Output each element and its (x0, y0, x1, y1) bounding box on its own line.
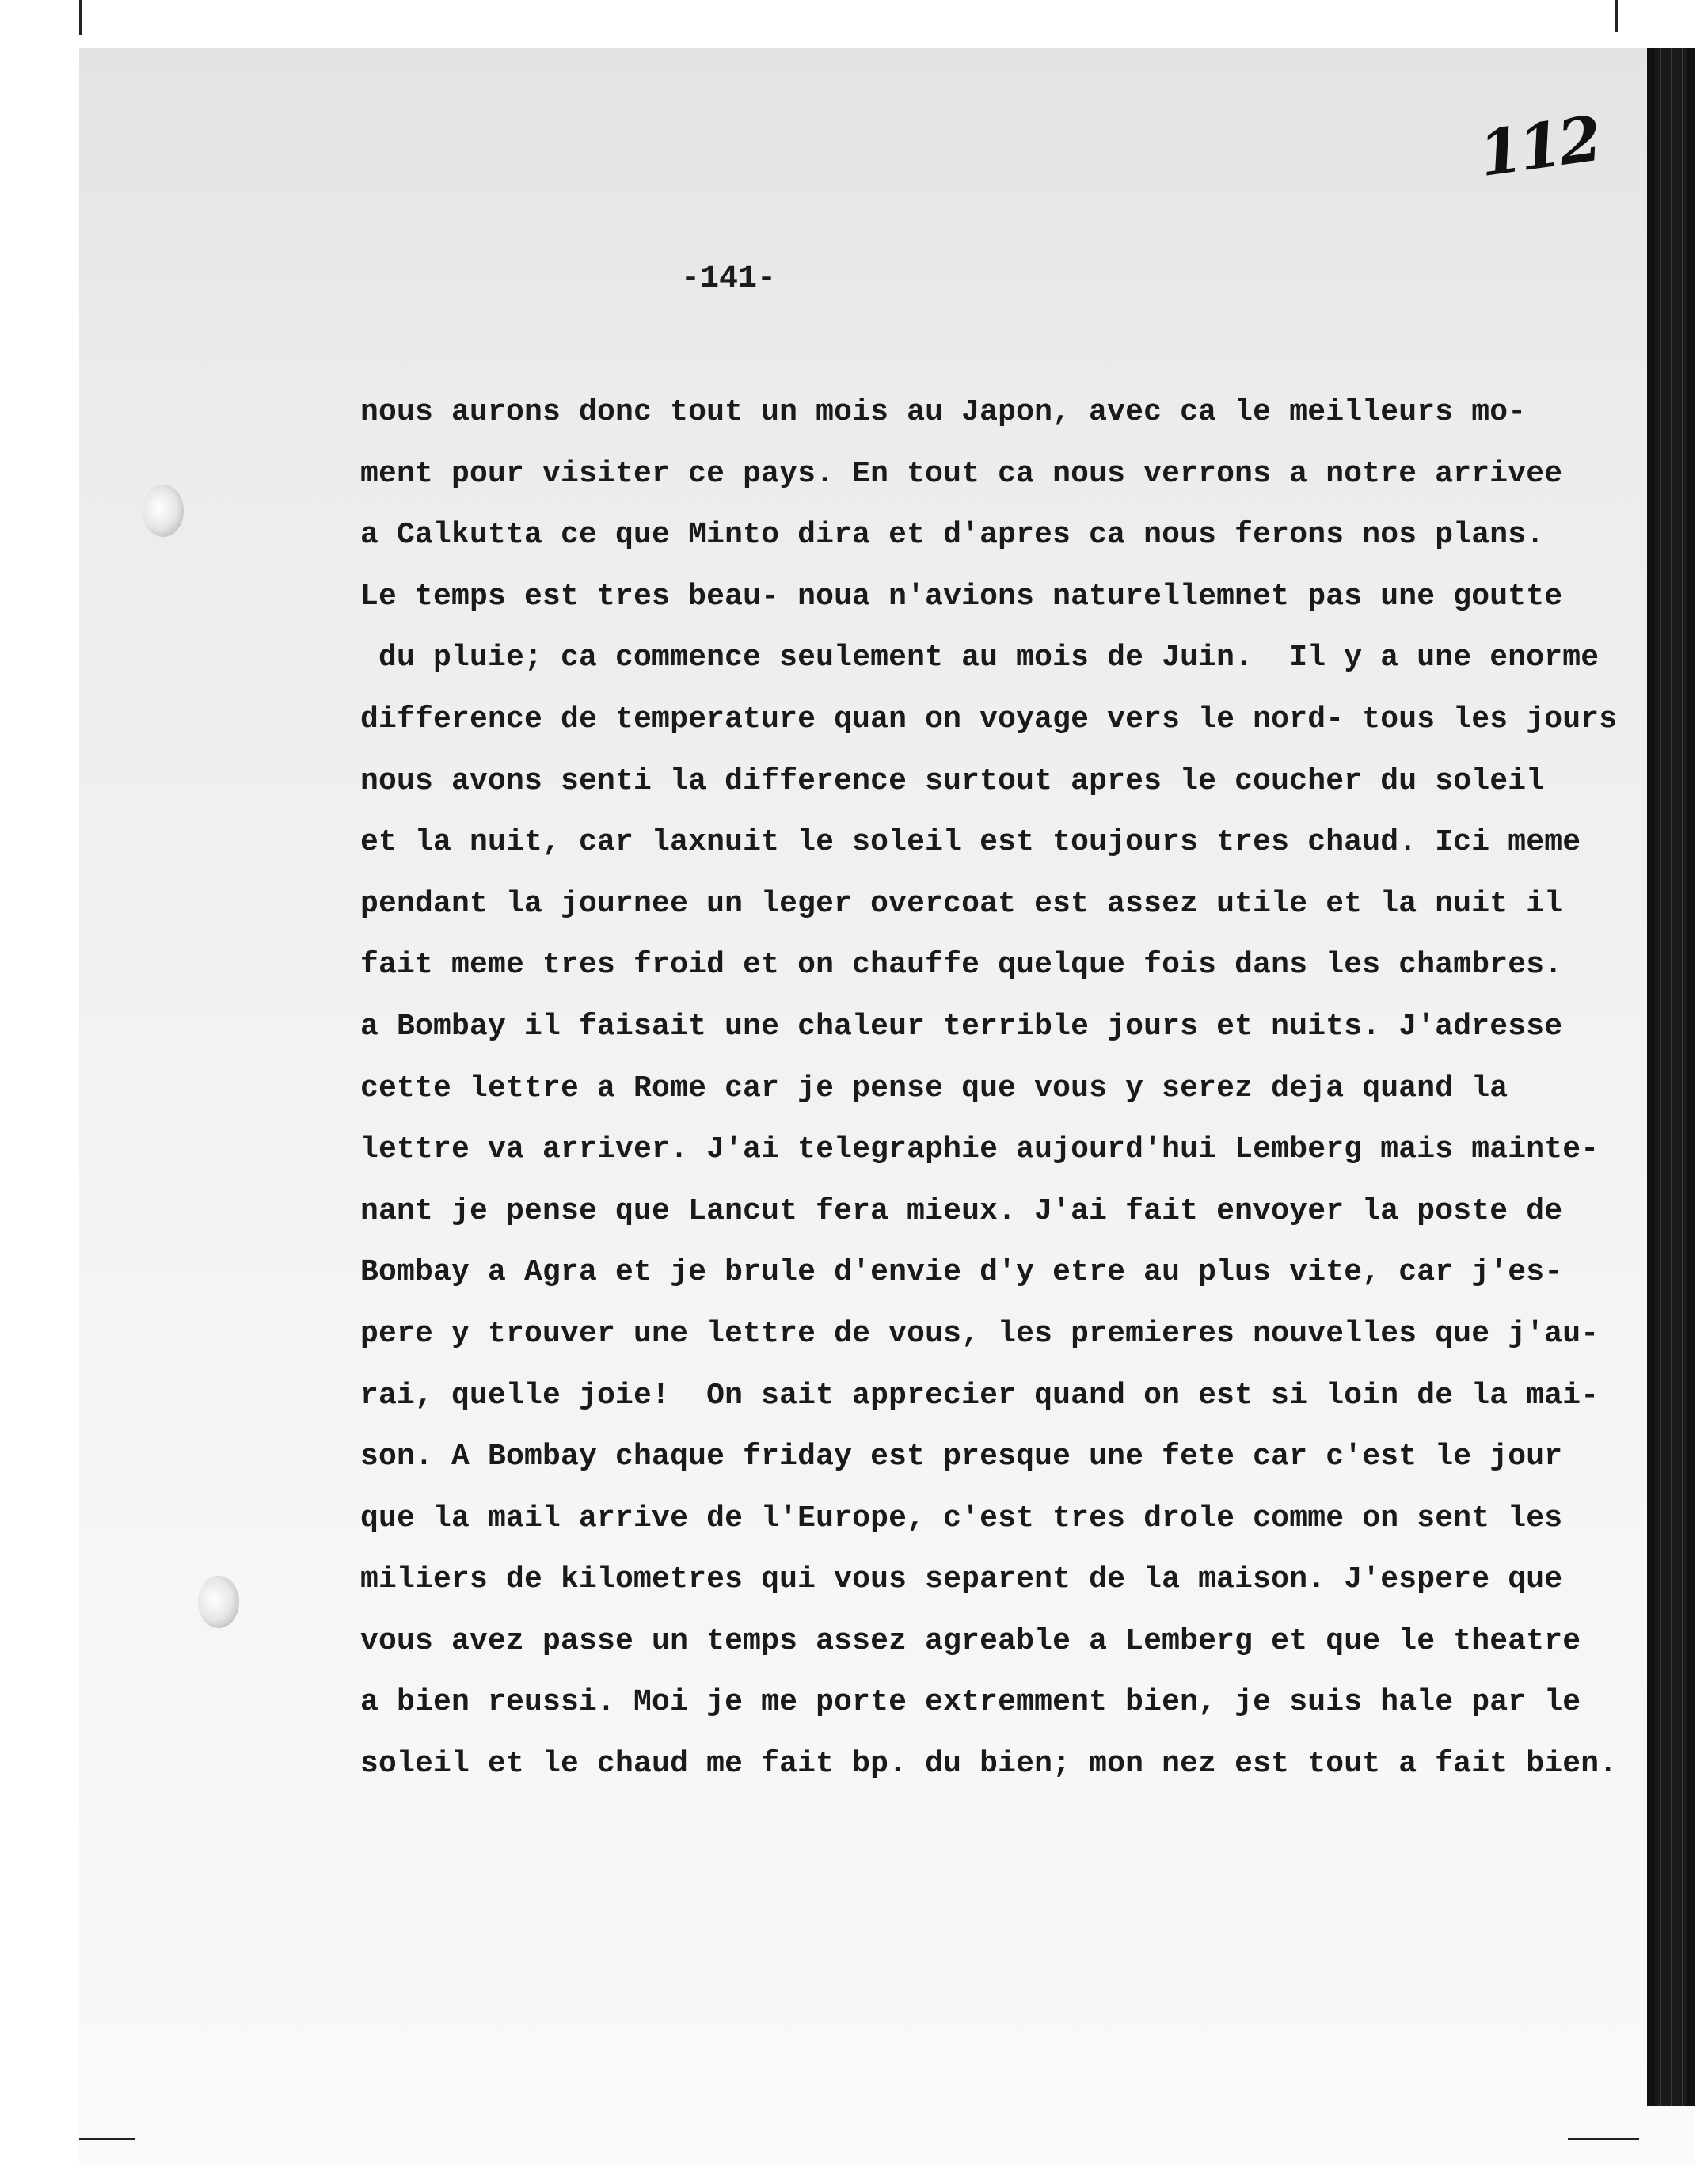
text-line: vous avez passe un temps assez agreable a Lemberg et que le theatre (360, 1623, 1581, 1658)
text-line: a Bombay il faisait une chaleur terrible jours et nuits. J'adresse (360, 1009, 1563, 1044)
text-line: cette lettre a Rome car je pense que vous y serez deja quand la (360, 1071, 1508, 1105)
text-line: nous avons senti la difference surtout apres le coucher du soleil (360, 763, 1545, 798)
text-line: fait meme tres froid et on chauffe quelque fois dans les chambres. (360, 948, 1563, 983)
text-line: nous aurons donc tout un mois au Japon, avec ca le meilleurs mo- (360, 395, 1527, 429)
crop-mark-top-right (1615, 0, 1618, 32)
text-line: du pluie; ca commence seulement au mois de Juin. Il y a une enorme (360, 641, 1600, 675)
text-line: nant je pense que Lancut fera mieux. J'ai fait envoyer la poste de (360, 1193, 1563, 1228)
bottom-margin (79, 2106, 1695, 2165)
page-number: -141- (681, 261, 777, 297)
crop-mark-bottom-right (1568, 2138, 1639, 2140)
text-line: pendant la journee un leger overcoat est assez utile et la nuit il (360, 886, 1563, 921)
handwritten-folio-number: 112 (1474, 102, 1603, 192)
binding-edge-texture (1655, 48, 1687, 2106)
crop-mark-bottom-left (79, 2138, 135, 2140)
crop-mark-top-left (79, 0, 82, 35)
text-line: a Calkutta ce que Minto dira et d'apres ca nous ferons nos plans. (360, 518, 1545, 553)
punch-hole-upper (143, 485, 184, 537)
text-line: miliers de kilometres qui vous separent de la maison. J'espere que (360, 1562, 1563, 1597)
text-line: pere y trouver une lettre de vous, les premieres nouvelles que j'au- (360, 1316, 1600, 1351)
punch-hole-lower (198, 1576, 239, 1628)
text-line: son. A Bombay chaque friday est presque une fete car c'est le jour (360, 1440, 1563, 1474)
text-line: et la nuit, car laxnuit le soleil est toujours tres chaud. Ici meme (360, 825, 1581, 860)
text-line: a bien reussi. Moi je me porte extremment bien, je suis hale par le (360, 1685, 1581, 1720)
text-line: difference de temperature quan on voyage vers le nord- tous les jours (360, 702, 1618, 736)
text-line: soleil et le chaud me fait bp. du bien; mon nez est tout a fait bien. (360, 1747, 1618, 1782)
text-line: ment pour visiter ce pays. En tout ca nous verrons a notre arrivee (360, 456, 1563, 491)
text-line: lettre va arriver. J'ai telegraphie aujourd'hui Lemberg mais mainte- (360, 1132, 1600, 1167)
text-line: Le temps est tres beau- noua n'avions naturellemnet pas une goutte (360, 579, 1563, 614)
letter-body (360, 382, 1627, 1795)
text-line: Bombay a Agra et je brule d'envie d'y etre au plus vite, car j'es- (360, 1255, 1563, 1290)
text-line: rai, quelle joie! On sait apprecier quand on est si loin de la mai- (360, 1378, 1600, 1413)
text-line: que la mail arrive de l'Europe, c'est tres drole comme on sent les (360, 1501, 1563, 1535)
